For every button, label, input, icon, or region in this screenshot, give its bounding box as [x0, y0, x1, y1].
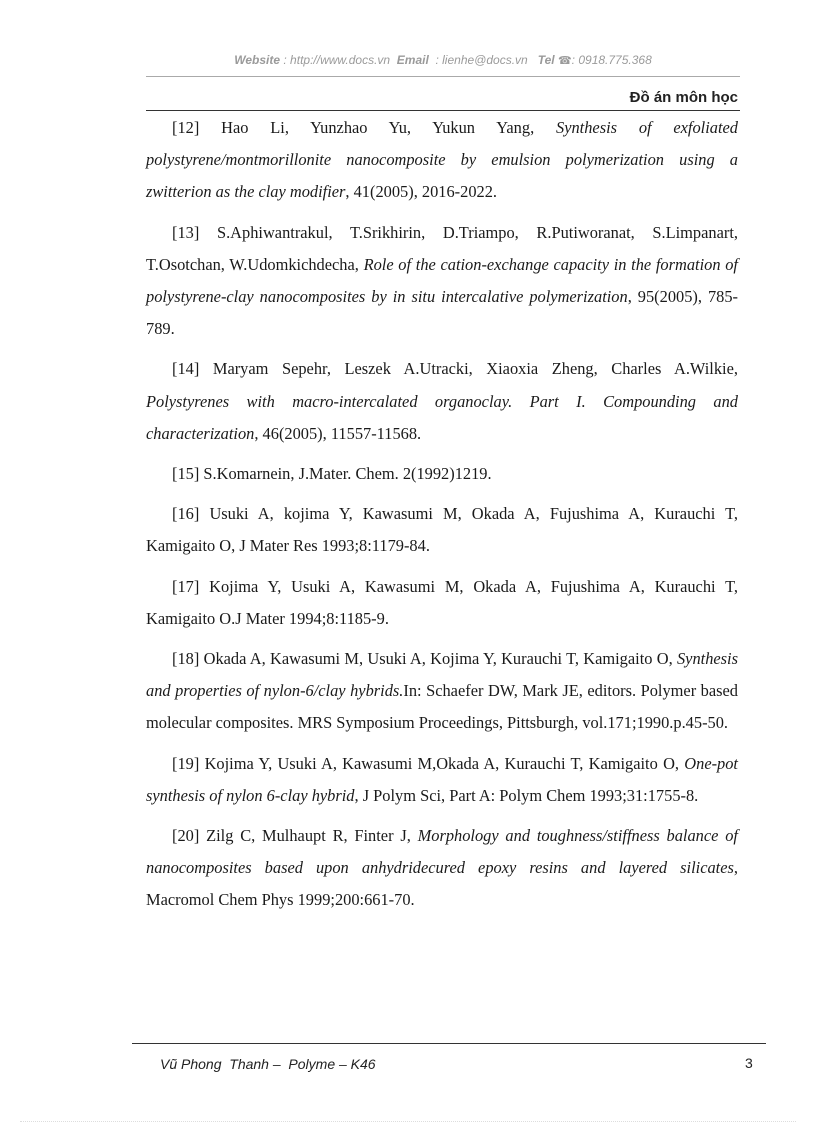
footer-divider: [132, 1043, 766, 1044]
header-contact-bar: [146, 53, 740, 67]
reference-item: [146, 217, 738, 346]
reference-authors: Kojima Y, Usuki A, Kawasumi M,Okada A, Kurauchi T, Kamigaito O,: [204, 753, 680, 773]
reference-authors: Okada A, Kawasumi M, Usuki A, Kojima Y, Kurauchi T, Kamigaito O,: [203, 649, 673, 669]
reference-number: [20]: [172, 826, 200, 846]
reference-number: [14]: [172, 359, 200, 379]
reference-title: Morphology and toughness/stiffness balance of nanocomposites based upon anhydridecured epoxy resins and layered silicates: [146, 826, 738, 878]
reference-number: [19]: [172, 753, 200, 773]
page-number: 3: [745, 1055, 753, 1071]
tel-label: Tel: [537, 53, 555, 67]
reference-authors: Usuki A, kojima Y, Kawasumi M, Okada A, Fujushima A, Kurauchi T, Kamigaito O, J Mater Res 1993;8:1179-84.: [146, 504, 738, 556]
reference-number: [18]: [172, 649, 200, 669]
reference-details: , J Polym Sci, Part A: Polym Chem 1993;31:1755-8.: [354, 785, 699, 805]
reference-item: [146, 820, 738, 917]
phone-icon: ☎: [557, 55, 572, 67]
page-title: Đồ án môn học: [629, 89, 738, 106]
reference-item: [146, 353, 738, 450]
reference-authors: S.Aphiwantrakul, T.Srikhirin, D.Triampo, R.Putiworanat, S.Limpanart, T.Osotchan, W.Udomkichdecha,: [146, 222, 738, 274]
website-url[interactable]: : http://www.docs.vn: [283, 53, 391, 67]
reference-authors: Kojima Y, Usuki A, Kawasumi M, Okada A, Fujushima A, Kurauchi T, Kamigaito O.J Mater 1994;8:1185-9.: [146, 576, 738, 628]
reference-item: [146, 498, 738, 562]
reference-number: [16]: [172, 504, 200, 524]
reference-authors: Maryam Sepehr, Leszek A.Utracki, Xiaoxia Zheng, Charles A.Wilkie,: [212, 359, 738, 379]
page-bottom-edge: [20, 1121, 796, 1122]
reference-authors: S.Komarnein, J.Mater. Chem. 2(1992)1219.: [203, 464, 492, 484]
reference-number: [17]: [172, 576, 200, 596]
email-value[interactable]: : lienhe@docs.vn: [435, 53, 528, 67]
reference-number: [13]: [172, 222, 200, 242]
reference-item: [146, 112, 738, 209]
reference-item: [146, 748, 738, 812]
header-divider: [146, 76, 740, 77]
reference-title: Polystyrenes with macro-intercalated organoclay. Part I. Compounding and characterization: [146, 391, 738, 443]
reference-details: , 41(2005), 2016-2022.: [345, 182, 498, 202]
reference-details: , 95(2005), 785-789.: [146, 287, 738, 339]
reference-authors: Zilg C, Mulhaupt R, Finter J,: [206, 826, 411, 846]
tel-value: : 0918.775.368: [571, 53, 652, 67]
reference-item: [146, 571, 738, 635]
reference-number: [15]: [172, 464, 200, 484]
reference-title: Synthesis and properties of nylon-6/clay hybrids.: [146, 649, 738, 701]
reference-title: Synthesis of exfoliated polystyrene/montmorillonite nanocomposite by emulsion polymerization using a zwitterion as the clay modifier: [146, 118, 739, 202]
reference-authors: Hao Li, Yunzhao Yu, Yukun Yang,: [221, 118, 535, 137]
reference-item: [146, 458, 738, 490]
reference-details: , 46(2005), 11557-11568.: [254, 423, 422, 443]
website-label: Website: [234, 53, 281, 67]
reference-item: [146, 643, 738, 740]
footer-author: Vũ Phong Thanh – Polyme – K46: [160, 1056, 376, 1072]
reference-details: In: Schaefer DW, Mark JE, editors. Polymer based molecular composites. MRS Symposium Proceedings, Pittsburgh, vol.171;1990.p.45-50.: [146, 681, 738, 733]
reference-title: One-pot synthesis of nylon 6-clay hybrid: [146, 753, 738, 805]
reference-details: , Macromol Chem Phys 1999;200:661-70.: [146, 858, 738, 910]
title-divider: [146, 110, 740, 111]
reference-title: Role of the cation-exchange capacity in the formation of polystyrene-clay nanocomposites by in situ intercalative polymerization: [146, 254, 738, 307]
reference-list: [146, 112, 738, 925]
reference-number: [12]: [172, 118, 200, 137]
email-label: Email: [396, 53, 429, 67]
